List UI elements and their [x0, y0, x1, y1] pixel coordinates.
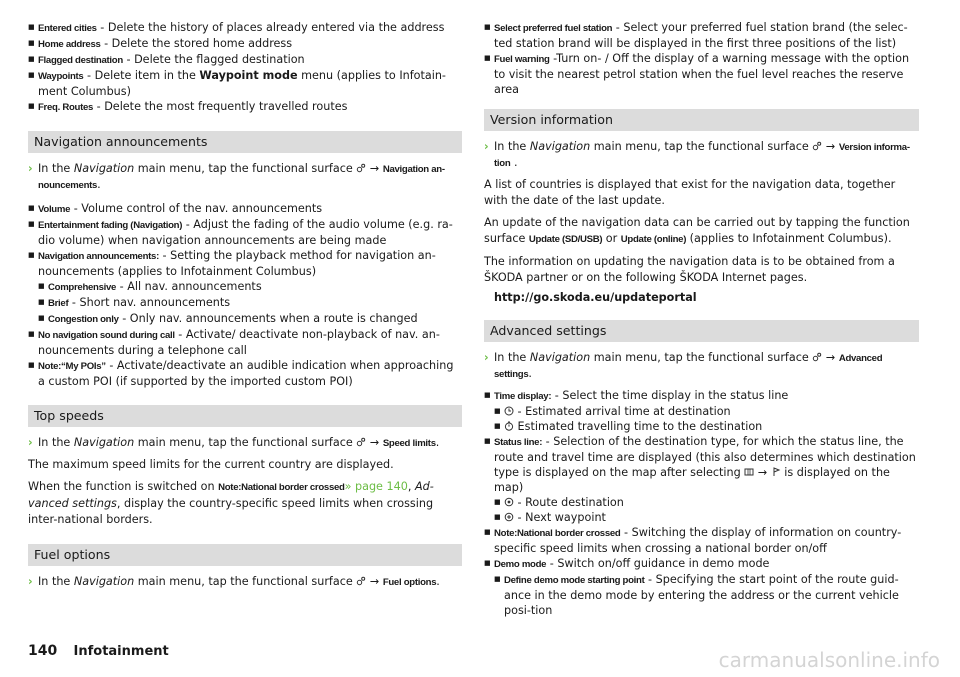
watermark: carmanualsonline.info: [718, 648, 940, 672]
term: Freq. Routes: [38, 102, 94, 113]
list-item: [494, 404, 919, 419]
term: Version informa-tion: [494, 142, 910, 169]
arrow-icon: →: [369, 575, 380, 588]
list-item: [484, 20, 919, 51]
desc: - All nav. announcements: [116, 280, 262, 293]
bullet: ■: [28, 55, 35, 63]
paragraph: A list of countries is displayed that exist for the navigation data, together with the date of the last update.: [484, 178, 896, 207]
desc: - Switching the display of information on country-specific speed limits when crossing a national border on/off: [494, 526, 902, 555]
arrow-icon: →: [757, 466, 768, 479]
list-item: [28, 68, 462, 99]
desc: Estimated travelling time to the destination: [514, 420, 763, 433]
bullet: ■: [494, 575, 501, 583]
list-item: [484, 388, 919, 404]
term: Flagged destination: [38, 55, 123, 66]
desc: - Volume control of the nav. announcements: [70, 202, 323, 215]
chevron-icon: ›: [28, 575, 33, 588]
desc: -Turn on- / Off the display of a warning message with the option to visit the nearest petrol station when the fuel level reaches the reserve area: [494, 52, 910, 96]
list-item: [494, 419, 919, 434]
term: Navigation announcements:: [38, 251, 159, 262]
step: › In the Navigation main menu, tap the functional surface → Version informa-tion .: [484, 140, 910, 169]
list-item: [28, 358, 462, 389]
desc: - Delete the flagged destination: [122, 53, 305, 66]
list-item: [28, 201, 462, 217]
term: Define demo mode starting point: [504, 575, 645, 586]
list-item: [28, 36, 462, 52]
desc: - Delete the most frequently travelled routes: [93, 100, 348, 113]
settings-icon: [356, 576, 366, 586]
term: Congestion only: [48, 314, 119, 325]
desc: - Select your preferred fuel station brand (the selec-ted station brand will be displayed in the first three positions of the list): [494, 21, 908, 50]
settings-icon: [356, 437, 366, 447]
bullet: ■: [28, 204, 35, 212]
chevron-icon: ›: [28, 436, 33, 449]
desc: - Specifying the start point of the route guid-ance in the demo mode by entering the address or the current vehicle posi-tion: [504, 573, 899, 617]
section-name: Infotainment: [73, 644, 169, 659]
right-column: [484, 20, 919, 618]
section-heading: Fuel options: [28, 544, 462, 566]
term: Time display:: [494, 391, 552, 402]
list-item: [38, 295, 462, 311]
section-heading: Top speeds: [28, 405, 462, 427]
list-item: [28, 52, 462, 68]
list-item: [28, 248, 462, 279]
bullet: ■: [484, 23, 491, 31]
bullet: ■: [38, 314, 45, 322]
route-flag-icon: [771, 467, 781, 477]
term: No navigation sound during call: [38, 330, 175, 341]
paragraph: An update of the navigation data can be carried out by tapping the function surface Update (SD/USB) or Update (online) (applies to Infotainment Columbus).: [484, 216, 910, 245]
paragraph: The maximum speed limits for the current country are displayed.: [28, 458, 394, 471]
bullet: ■: [484, 437, 491, 445]
desc: - Next waypoint: [514, 511, 606, 524]
term: Note:“My POIs”: [38, 361, 106, 372]
bullet: ■: [38, 298, 45, 306]
bullet: ■: [38, 282, 45, 290]
desc: - Activate/ deactivate non-playback of nav. an-nouncements during a telephone call: [38, 328, 440, 357]
desc: - Delete the stored home address: [100, 37, 293, 50]
desc: - Only nav. announcements when a route is changed: [118, 312, 418, 325]
term: Advanced settings: [494, 353, 883, 380]
bullet: ■: [28, 39, 35, 47]
term: Navigation an-nouncements: [38, 164, 445, 191]
term: Demo mode: [494, 559, 547, 570]
desc: - Delete item in the: [83, 69, 200, 82]
list-item: [484, 556, 919, 572]
url-link[interactable]: http://go.skoda.eu/updateportal: [494, 291, 697, 304]
desc: menu (applies to Infotain-ment Columbus): [38, 69, 446, 98]
desc: - Switch on/off guidance in demo mode: [546, 557, 770, 570]
chevron-icon: ›: [484, 351, 489, 364]
destination-icon: [504, 497, 514, 507]
arrow-icon: →: [825, 140, 836, 153]
desc: - Estimated arrival time at destination: [514, 405, 731, 418]
bullet: ■: [28, 23, 35, 31]
term: Status line:: [494, 437, 543, 448]
term: Home address: [38, 39, 101, 50]
section-heading: Advanced settings: [484, 320, 919, 342]
desc: - Delete the history of places already entered via the address: [96, 21, 445, 34]
page-link[interactable]: » page 140: [344, 480, 408, 493]
bullet: ■: [494, 422, 501, 430]
section-heading: Version information: [484, 109, 919, 131]
desc: - Route destination: [514, 496, 624, 509]
term: Entered cities: [38, 23, 97, 34]
step: › In the Navigation main menu, tap the functional surface → Speed limits.: [28, 436, 440, 449]
term: Select preferred fuel station: [494, 23, 613, 34]
term: Entertainment fading (Navigation): [38, 220, 183, 231]
term: Volume: [38, 204, 71, 215]
bold-term: Waypoint mode: [199, 69, 298, 82]
bullet: ■: [484, 54, 491, 62]
left-column: [28, 20, 462, 590]
settings-icon: [812, 141, 822, 151]
bullet: ■: [494, 407, 501, 415]
arrow-icon: →: [369, 162, 380, 175]
term: Brief: [48, 298, 69, 309]
bullet: ■: [484, 528, 491, 536]
chevron-icon: ›: [28, 162, 33, 175]
bullet: ■: [494, 498, 501, 506]
desc: is displayed on the map): [494, 466, 890, 494]
term: Comprehensive: [48, 282, 117, 293]
list-item: [484, 525, 919, 556]
list-item: [28, 20, 462, 36]
bullet: ■: [484, 391, 491, 399]
list-item: [38, 311, 462, 327]
page-number: 140: [28, 643, 58, 659]
bullet: ■: [484, 559, 491, 567]
desc: - Short nav. announcements: [68, 296, 231, 309]
term: Fuel warning: [494, 54, 550, 65]
clock-icon: [504, 406, 514, 416]
paragraph: The information on updating the navigation data is to be obtained from a ŠKODA partner or on the following ŠKODA Internet pages.: [484, 255, 895, 284]
settings-icon: [356, 163, 366, 173]
page-footer: [28, 643, 169, 659]
list-item: [484, 51, 919, 97]
list-item: [494, 510, 919, 525]
list-item: [494, 572, 919, 618]
desc: - Activate/deactivate an audible indication when approaching a custom POI (if supported by the imported custom POI): [38, 359, 454, 388]
step: › In the Navigation main menu, tap the functional surface → Advanced settings.: [484, 351, 883, 380]
chevron-icon: ›: [484, 140, 489, 153]
stopwatch-icon: [504, 421, 514, 431]
list-item: [494, 495, 919, 510]
paragraph: When the function is switched on Note:National border crossed» page 140, Ad-vanced settings, display the country-specific speed limits when crossing inter-national borders.: [28, 480, 434, 526]
term: Waypoints: [38, 71, 84, 82]
list-item: [28, 327, 462, 358]
desc: - Select the time display in the status line: [551, 389, 789, 402]
bullet: ■: [28, 71, 35, 79]
list-item: [28, 217, 462, 248]
bullet: ■: [28, 330, 35, 338]
step: › In the Navigation main menu, tap the functional surface → Navigation an-nouncements.: [28, 162, 445, 191]
list-item: [28, 99, 462, 115]
desc: - Setting the playback method for navigation an-nouncements (applies to Infotainment Columbus): [38, 249, 436, 278]
term: Speed limits: [382, 438, 436, 449]
bullet: ■: [28, 361, 35, 369]
list-item: [484, 434, 919, 495]
term: Fuel options: [382, 577, 437, 588]
arrow-icon: →: [825, 351, 836, 364]
settings-icon: [812, 352, 822, 362]
bullet: ■: [494, 513, 501, 521]
waypoint-icon: [504, 512, 514, 522]
arrow-icon: →: [369, 436, 380, 449]
desc: - Adjust the fading of the audio volume (e.g. ra-dio volume) when navigation announcements are being made: [38, 218, 453, 247]
desc: - Selection of the destination type, for which the status line, the route and travel time are displayed (this also determines which destination type is displayed on the map after selecting: [494, 435, 916, 479]
bullet: ■: [28, 251, 35, 259]
section-heading: Navigation announcements: [28, 131, 462, 153]
bullet: ■: [28, 102, 35, 110]
bullet: ■: [28, 220, 35, 228]
map-icon: [744, 467, 754, 477]
step: › In the Navigation main menu, tap the functional surface → Fuel options.: [28, 575, 440, 588]
list-item: [38, 279, 462, 295]
term: Note:National border crossed: [494, 528, 621, 539]
